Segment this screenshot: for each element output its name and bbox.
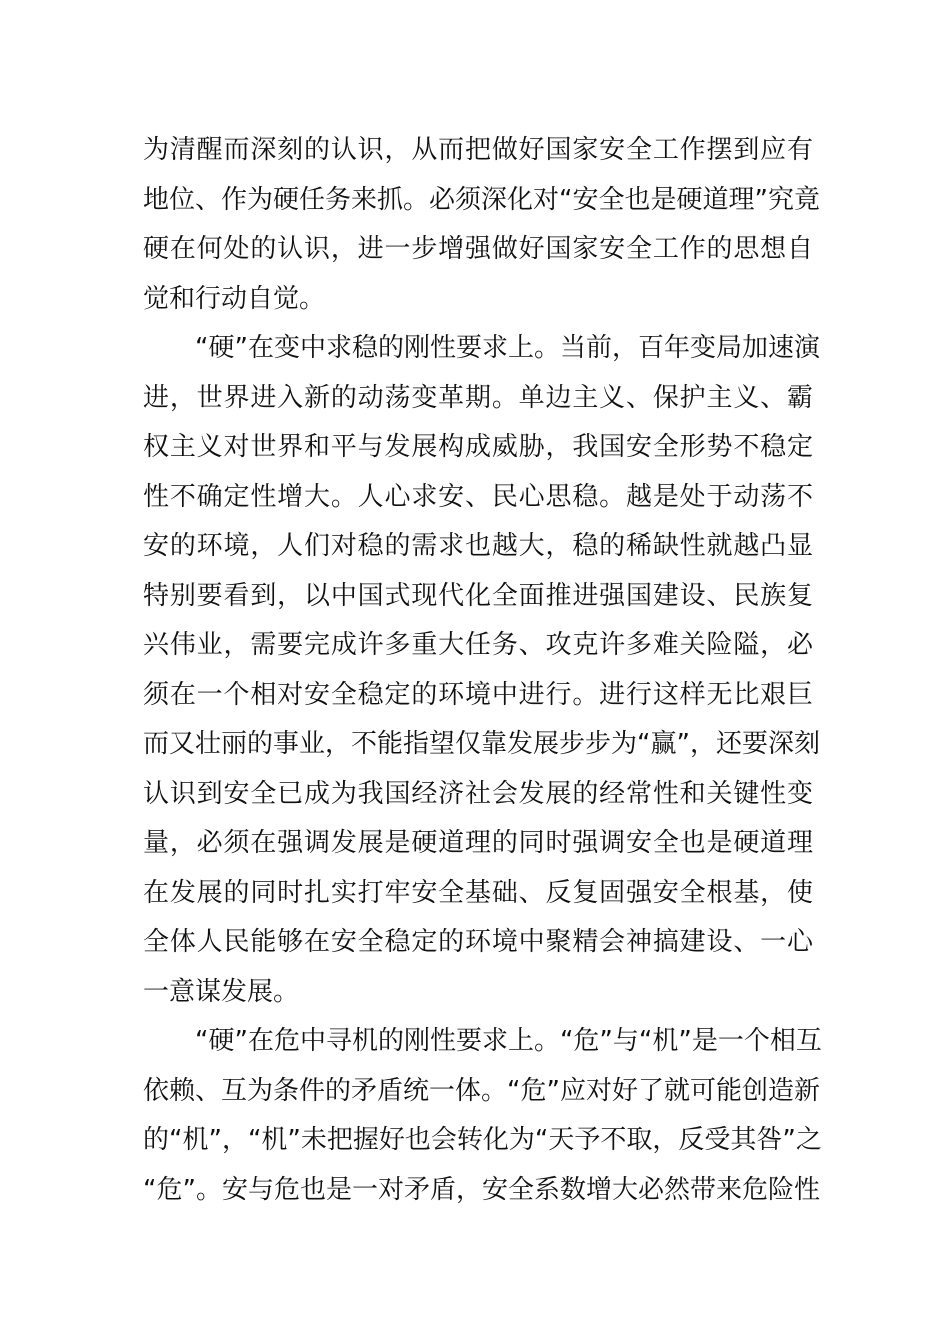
text-line-11: 兴伟业，需要完成许多重大任务、攻克许多难关险隘，必 bbox=[143, 630, 813, 660]
text-line-14: 认识到安全已成为我国经济社会发展的经常性和关键性变 bbox=[143, 778, 813, 809]
text-line-15: 量，必须在强调发展是硬道理的同时强调安全也是硬道理 bbox=[143, 828, 813, 858]
text-line-2: 地位、作为硬任务来抓。必须深化对“安全也是硬道理”究竟 bbox=[143, 184, 820, 215]
text-line-5: “硬”在变中求稳的刚性要求上。当前，百年变局加速演 bbox=[195, 333, 820, 363]
text-line-18: 一意谋发展。 bbox=[143, 976, 300, 1007]
body-text bbox=[143, 126, 822, 1215]
text-line-8: 性不确定性增大。人心求安、民心思稳。越是处于动荡不 bbox=[143, 481, 813, 512]
text-line-3: 硬在何处的认识，进一步增强做好国家安全工作的思想自 bbox=[143, 234, 813, 264]
text-line-21: 的“机”，“机”未把握好也会转化为“天予不取，反受其咎”之 bbox=[143, 1125, 822, 1155]
text-line-16: 在发展的同时扎实打牢安全基础、反复固强安全根基，使 bbox=[143, 877, 813, 908]
text-line-7: 权主义对世界和平与发展构成威胁，我国安全形势不稳定 bbox=[143, 432, 813, 462]
text-line-12: 须在一个相对安全稳定的环境中进行。进行这样无比艰巨 bbox=[143, 679, 813, 710]
text-line-6: 进，世界进入新的动荡变革期。单边主义、保护主义、霸 bbox=[143, 382, 813, 413]
text-line-9: 安的环境，人们对稳的需求也越大，稳的稀缺性就越凸显 bbox=[143, 531, 813, 561]
text-line-20: 依赖、互为条件的矛盾统一体。“危”应对好了就可能创造新 bbox=[143, 1075, 820, 1106]
text-line-10: 特别要看到，以中国式现代化全面推进强国建设、民族复 bbox=[143, 580, 813, 611]
text-line-17: 全体人民能够在安全稳定的环境中聚精会神搞建设、一心 bbox=[143, 927, 813, 957]
text-line-19: “硬”在危中寻机的刚性要求上。“危”与“机”是一个相互 bbox=[195, 1026, 822, 1056]
text-line-4: 觉和行动自觉。 bbox=[143, 283, 326, 314]
text-line-13: 而又壮丽的事业，不能指望仅靠发展步步为“赢”，还要深刻 bbox=[143, 729, 820, 759]
text-line-1: 为清醒而深刻的认识，从而把做好国家安全工作摆到应有 bbox=[143, 135, 813, 165]
text-line-22: “危”。安与危也是一对矛盾，安全系数增大必然带来危险性 bbox=[143, 1174, 820, 1205]
